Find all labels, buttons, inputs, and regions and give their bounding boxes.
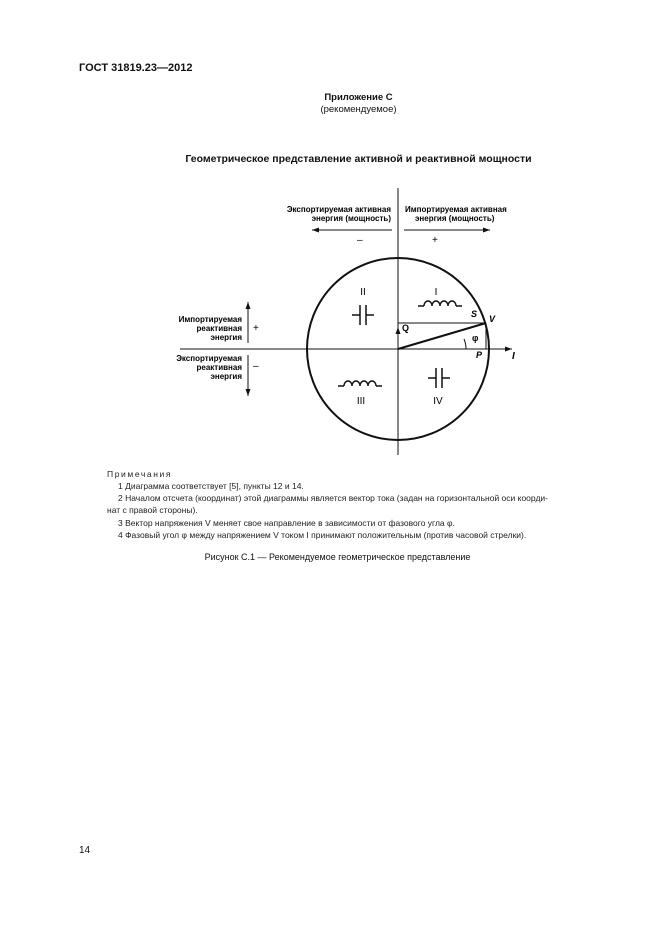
export-reactive-label: Экспортируемая	[176, 354, 242, 363]
quadrant-label: III	[356, 396, 366, 407]
export-active-label: энергия (мощность)	[311, 214, 391, 223]
capacitor-icon	[352, 305, 374, 325]
minus-sign: –	[253, 361, 259, 372]
standard-header: ГОСТ 31819.23—2012	[79, 62, 193, 74]
note-4: 4 Фазовый угол φ между напряжением V током I принимают положительным (против часовой стрелки).	[118, 530, 527, 540]
import-active-label: энергия (мощность)	[415, 214, 495, 223]
note-2: 2 Началом отсчета (координат) этой диаграммы является вектор тока (задан на горизонтальной оси коорди-	[118, 493, 548, 503]
minus-sign: –	[357, 235, 363, 246]
notes-heading: Примечания	[107, 469, 173, 479]
current-axis-label: I	[512, 351, 515, 362]
figure-caption: Рисунок С.1 — Рекомендуемое геометрическое представление	[204, 552, 471, 562]
import-active-label: Импортируемая активная	[405, 205, 507, 214]
import-reactive-label: энергия	[210, 333, 242, 342]
plus-sign: +	[253, 323, 259, 334]
import-reactive-label: Импортируемая	[178, 315, 242, 324]
quadrant-label: II	[360, 287, 366, 298]
page-number: 14	[79, 845, 91, 856]
export-active-label: Экспортируемая активная	[286, 205, 391, 214]
plus-sign: +	[432, 235, 438, 246]
capacitor-icon	[428, 368, 450, 388]
export-reactive-label: энергия	[210, 372, 242, 381]
inductor-icon	[418, 301, 462, 306]
s-label: S	[471, 309, 478, 319]
figure-title: Геометрическое представление активной и реактивной мощности	[185, 153, 532, 165]
phi-label: φ	[472, 333, 479, 343]
v-label: V	[489, 314, 496, 324]
note-2-continued: нат с правой стороны).	[107, 505, 198, 515]
p-label: P	[476, 350, 483, 360]
inductor-icon	[338, 381, 382, 386]
import-reactive-label: реактивная	[196, 324, 242, 333]
note-3: 3 Вектор напряжения V меняет свое направление в зависимости от фазового угла φ.	[118, 518, 455, 528]
appendix-subtitle: (рекомендуемое)	[320, 104, 397, 115]
quadrant-label: IV	[433, 396, 443, 407]
phi-arc	[464, 339, 466, 349]
export-reactive-label: реактивная	[196, 363, 242, 372]
note-1: 1 Диаграмма соответствует [5], пункты 12 и 14.	[118, 481, 304, 491]
q-label: Q	[402, 323, 410, 333]
appendix-title: Приложение С	[324, 92, 393, 103]
quadrant-label: I	[434, 287, 438, 298]
